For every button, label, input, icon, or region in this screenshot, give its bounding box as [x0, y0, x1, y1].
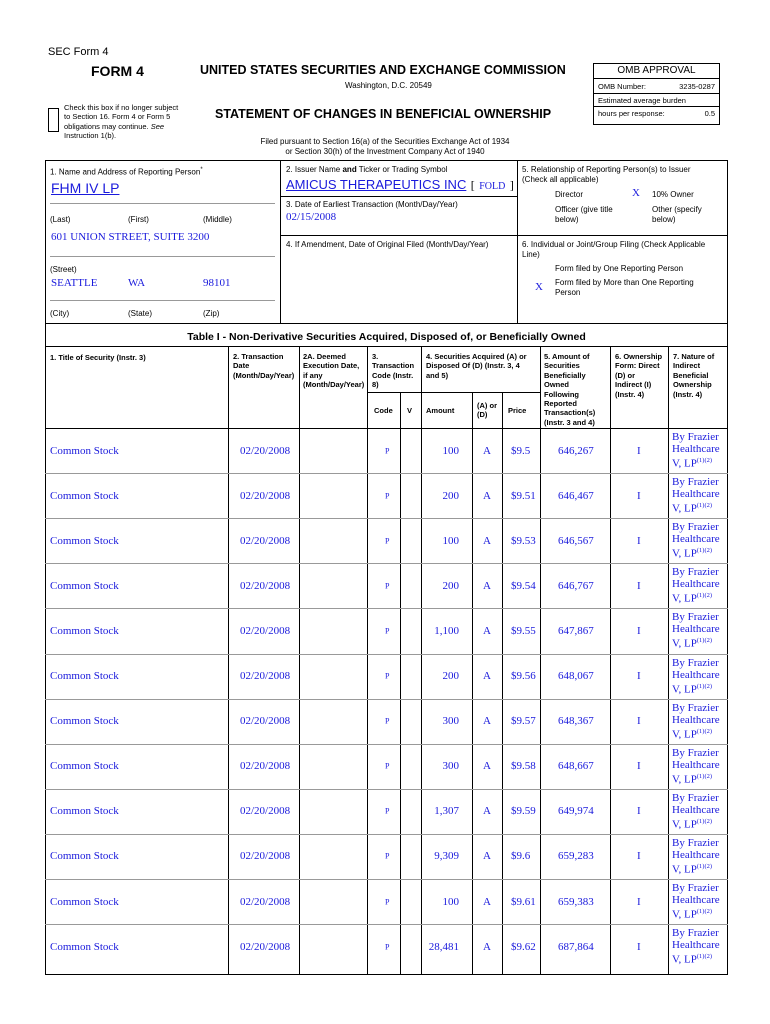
nature-of-ownership: By Frazier Healthcare V, $LP^{(1)(2)}$ — [672, 701, 720, 741]
omb-hours-value: 0.5 — [704, 109, 715, 118]
table-row — [45, 834, 728, 879]
transaction-date: 02/20/2008 — [240, 489, 291, 502]
one-person-option[interactable]: Form filed by One Reporting Person — [555, 264, 684, 273]
form-title: FORM 4 — [91, 63, 144, 79]
price: $9.62 — [511, 940, 536, 953]
last-label: (Last) — [50, 215, 71, 224]
amendment-label: 4. If Amendment, Date of Original Filed (Month/Day/Year) — [286, 240, 489, 249]
ownership-form: I — [637, 715, 641, 728]
price: $9.51 — [511, 489, 536, 502]
amount: 100 — [442, 895, 459, 908]
transaction-date: 02/20/2008 — [240, 624, 291, 637]
officer-option[interactable]: Officer (give title below) — [555, 205, 613, 224]
ten-percent-check[interactable]: X — [632, 187, 640, 199]
amount: 1,100 — [434, 624, 459, 637]
security-title: Common Stock — [50, 534, 119, 547]
transaction-code: P — [385, 491, 390, 501]
security-title: Common Stock — [50, 579, 119, 592]
omb-title: OMB APPROVAL — [594, 64, 719, 79]
col-nature-ownership: 7. Nature of Indirect Beneficial Ownership (Instr. 4) — [673, 352, 715, 399]
security-title: Common Stock — [50, 850, 119, 863]
security-title: Common Stock — [50, 805, 119, 818]
ownership-form: I — [637, 805, 641, 818]
amount: 28,481 — [428, 940, 459, 953]
transaction-date: 02/20/2008 — [240, 579, 291, 592]
city-label: (City) — [50, 309, 70, 318]
nature-of-ownership: By Frazier Healthcare V, $LP^{(1)(2)}$ — [672, 791, 720, 831]
sec-form-label: SEC Form 4 — [48, 46, 109, 58]
transaction-code: P — [385, 761, 390, 771]
price: $9.6 — [511, 850, 531, 863]
reporting-person-label: 1. Name and Address of Reporting Person* — [50, 167, 203, 177]
issuer-line: AMICUS THERAPEUTICS INC [ FOLD ] — [286, 177, 514, 192]
agency-title: UNITED STATES SECURITIES AND EXCHANGE COMMISSION — [200, 63, 566, 77]
transaction-code: P — [385, 536, 390, 546]
transaction-code: P — [385, 942, 390, 952]
amount: 100 — [442, 444, 459, 457]
amount: 1,307 — [434, 805, 459, 818]
col-ownership-form: 6. Ownership Form: Direct (D) or Indirect (I) (Instr. 4) — [615, 352, 663, 399]
acquired-disposed: A — [483, 489, 491, 502]
ownership-form: I — [637, 670, 641, 682]
sub-code: Code — [374, 406, 393, 415]
acquired-disposed: A — [483, 624, 491, 637]
col-deemed-date: 2A. Deemed Execution Date, if any (Month/Day/Year) — [303, 352, 365, 390]
acquired-disposed: A — [483, 895, 491, 908]
amount-owned: 646,567 — [558, 534, 594, 547]
state-value: WA — [128, 277, 146, 289]
sub-v: V — [407, 406, 413, 415]
amount-owned: 646,267 — [558, 444, 594, 457]
ownership-form: I — [637, 444, 641, 457]
transaction-code: P — [385, 806, 390, 816]
acquired-disposed: A — [483, 940, 491, 953]
amount-owned: 648,667 — [558, 760, 594, 773]
price: $9.55 — [511, 624, 536, 637]
sub-price: Price — [508, 406, 527, 415]
ownership-form: I — [637, 760, 641, 773]
transaction-date: 02/20/2008 — [240, 670, 291, 682]
omb-number-value: 3235-0287 — [679, 82, 715, 91]
omb-number-label: OMB Number: — [598, 82, 646, 91]
col-securities-acquired: 4. Securities Acquired (A) or Disposed Of (D) (Instr. 3, 4 and 5) — [426, 352, 527, 380]
table-row — [45, 608, 728, 653]
no-longer-subject-checkbox[interactable] — [48, 108, 59, 132]
acquired-disposed: A — [483, 534, 491, 547]
acquired-disposed: A — [483, 805, 491, 818]
transaction-code: P — [385, 671, 390, 681]
col-transaction-date: 2. Transaction Date (Month/Day/Year) — [233, 352, 295, 380]
nature-of-ownership: By Frazier Healthcare V, $LP^{(1)(2)}$ — [672, 476, 720, 515]
street-label: (Street) — [50, 265, 77, 274]
amount: 300 — [442, 715, 459, 728]
issuer-label: 2. Issuer Name and Ticker or Trading Symbol — [286, 165, 448, 174]
filed-pursuant-1: Filed pursuant to Section 16(a) of the Securities Exchange Act of 1934 — [260, 137, 510, 146]
transaction-code: P — [385, 716, 390, 726]
ownership-form: I — [637, 895, 641, 908]
reporting-person-name[interactable]: FHM IV LP — [51, 180, 120, 196]
amount-owned: 646,767 — [558, 579, 594, 592]
acquired-disposed: A — [483, 579, 491, 592]
table-row — [45, 789, 728, 834]
amount-owned: 648,367 — [558, 715, 594, 728]
filed-pursuant-2: or Section 30(h) of the Investment Company Act of 1940 — [285, 147, 485, 156]
omb-burden-label: Estimated average burden — [598, 96, 686, 105]
zip-label: (Zip) — [203, 309, 220, 318]
more-than-one-option[interactable]: Form filed by More than One Reporting Person — [555, 278, 694, 297]
transaction-date: 02/20/2008 — [240, 444, 291, 457]
agency-location: Washington, D.C. 20549 — [345, 81, 432, 90]
table-row — [45, 563, 728, 608]
security-title: Common Stock — [50, 489, 119, 502]
price: $9.59 — [511, 805, 536, 818]
price: $9.53 — [511, 534, 536, 547]
issuer-name[interactable]: AMICUS THERAPEUTICS INC — [286, 177, 467, 192]
security-title: Common Stock — [50, 895, 119, 908]
ownership-form: I — [637, 624, 641, 637]
security-title: Common Stock — [50, 670, 119, 682]
first-label: (First) — [128, 215, 149, 224]
transaction-code: P — [385, 897, 390, 906]
amount: 200 — [442, 489, 459, 502]
nature-of-ownership: By Frazier Healthcare V, $LP^{(1)(2)}$ — [672, 882, 720, 921]
table-row — [45, 924, 728, 969]
other-option[interactable]: Other (specify below) — [652, 205, 702, 224]
statement-title: STATEMENT OF CHANGES IN BENEFICIAL OWNERSHIP — [215, 107, 552, 121]
col-amount-owned: 5. Amount of Securities Beneficially Owned Following Reported Transaction(s) (Instr. 3 and 4) — [544, 352, 596, 427]
checkbox-note: Check this box if no longer subject to Section 16. Form 4 or Form 5 obligations may continue. See Instruction 1(b). — [64, 103, 179, 141]
ownership-form: I — [637, 850, 641, 863]
table-row — [45, 654, 728, 699]
omb-approval-box — [593, 63, 720, 125]
transaction-code: P — [385, 626, 390, 636]
transaction-code: P — [385, 851, 390, 861]
table-row — [45, 744, 728, 789]
price: $9.5 — [511, 444, 531, 457]
transaction-date: 02/20/2008 — [240, 715, 291, 728]
security-title: Common Stock — [50, 940, 119, 953]
transaction-date: 02/20/2008 — [240, 805, 291, 818]
security-title: Common Stock — [50, 760, 119, 773]
earliest-transaction-label: 3. Date of Earliest Transaction (Month/Day/Year) — [286, 200, 458, 209]
sub-a-or-d: (A) or (D) — [477, 401, 497, 420]
amount: 100 — [442, 534, 459, 547]
nature-of-ownership: By Frazier Healthcare V, $LP^{(1)(2)}$ — [672, 746, 720, 786]
amount: 200 — [442, 579, 459, 592]
amount: 300 — [442, 760, 459, 773]
filing-type-label: 6. Individual or Joint/Group Filing (Check Applicable Line) — [522, 240, 706, 259]
table-row — [45, 428, 728, 473]
acquired-disposed: A — [483, 715, 491, 728]
nature-of-ownership: By Frazier Healthcare V, $LP^{(1)(2)}$ — [672, 927, 720, 966]
security-title: Common Stock — [50, 624, 119, 637]
amount: 200 — [442, 670, 459, 682]
nature-of-ownership: By Frazier Healthcare V, $LP^{(1)(2)}$ — [672, 611, 720, 651]
transaction-date: 02/20/2008 — [240, 534, 291, 547]
transaction-date: 02/20/2008 — [240, 940, 291, 953]
security-title: Common Stock — [50, 715, 119, 728]
acquired-disposed: A — [483, 760, 491, 773]
sub-amount: Amount — [426, 406, 455, 415]
address-value: 601 UNION STREET, SUITE 3200 — [51, 231, 210, 243]
table-row — [45, 699, 728, 744]
security-title: Common Stock — [50, 444, 119, 457]
amount: 9,309 — [434, 850, 459, 863]
middle-label: (Middle) — [203, 215, 232, 224]
omb-hours-label: hours per response: — [598, 109, 665, 118]
state-label: (State) — [128, 309, 153, 318]
zip-value: 98101 — [203, 277, 231, 289]
acquired-disposed: A — [483, 850, 491, 863]
ownership-form: I — [637, 489, 641, 502]
amount-owned: 659,283 — [558, 850, 594, 863]
table-row — [45, 518, 728, 563]
price: $9.61 — [511, 895, 536, 908]
amount-owned: 646,467 — [558, 489, 594, 502]
price: $9.58 — [511, 760, 536, 773]
col-title-security: 1. Title of Security (Instr. 3) — [50, 353, 146, 362]
amount-owned: 659,383 — [558, 895, 594, 908]
price: $9.54 — [511, 579, 536, 592]
amount-owned: 649,974 — [558, 805, 594, 818]
amount-owned: 687,864 — [558, 940, 594, 953]
col-transaction-code: 3. Transaction Code (Instr. 8) — [372, 352, 415, 390]
ten-percent-option[interactable]: 10% Owner — [652, 190, 694, 199]
city-value: SEATTLE — [51, 277, 98, 289]
nature-of-ownership: By Frazier Healthcare V, $LP^{(1)(2)}$ — [672, 521, 720, 560]
price: $9.57 — [511, 715, 536, 728]
acquired-disposed: A — [483, 670, 491, 682]
table1-title: Table I - Non-Derivative Securities Acquired, Disposed of, or Beneficially Owned — [187, 331, 586, 343]
amount-owned: 648,067 — [558, 670, 594, 682]
nature-of-ownership: By Frazier Healthcare V, $LP^{(1)(2)}$ — [672, 656, 720, 696]
ownership-form: I — [637, 579, 641, 592]
transaction-code: P — [385, 581, 390, 591]
transaction-date: 02/20/2008 — [240, 850, 291, 863]
transaction-date: 02/20/2008 — [240, 895, 291, 908]
nature-of-ownership: By Frazier Healthcare V, $LP^{(1)(2)}$ — [672, 836, 720, 876]
transaction-date: 02/20/2008 — [240, 760, 291, 773]
director-option[interactable]: Director — [555, 190, 584, 199]
relationship-label: 5. Relationship of Reporting Person(s) to Issuer (Check all applicable) — [522, 165, 691, 184]
ticker-symbol: FOLD — [479, 181, 506, 192]
transaction-code: P — [385, 446, 390, 455]
ownership-form: I — [637, 534, 641, 547]
acquired-disposed: A — [483, 444, 491, 457]
amount-owned: 647,867 — [558, 624, 594, 637]
table-row — [45, 879, 728, 924]
ownership-form: I — [637, 940, 641, 953]
more-than-one-check[interactable]: X — [535, 281, 543, 293]
earliest-transaction-date: 02/15/2008 — [286, 211, 337, 223]
nature-of-ownership: By Frazier Healthcare V, $LP^{(1)(2)}$ — [672, 431, 720, 470]
nature-of-ownership: By Frazier Healthcare V, $LP^{(1)(2)}$ — [672, 566, 720, 605]
table-row — [45, 473, 728, 518]
price: $9.56 — [511, 670, 536, 682]
